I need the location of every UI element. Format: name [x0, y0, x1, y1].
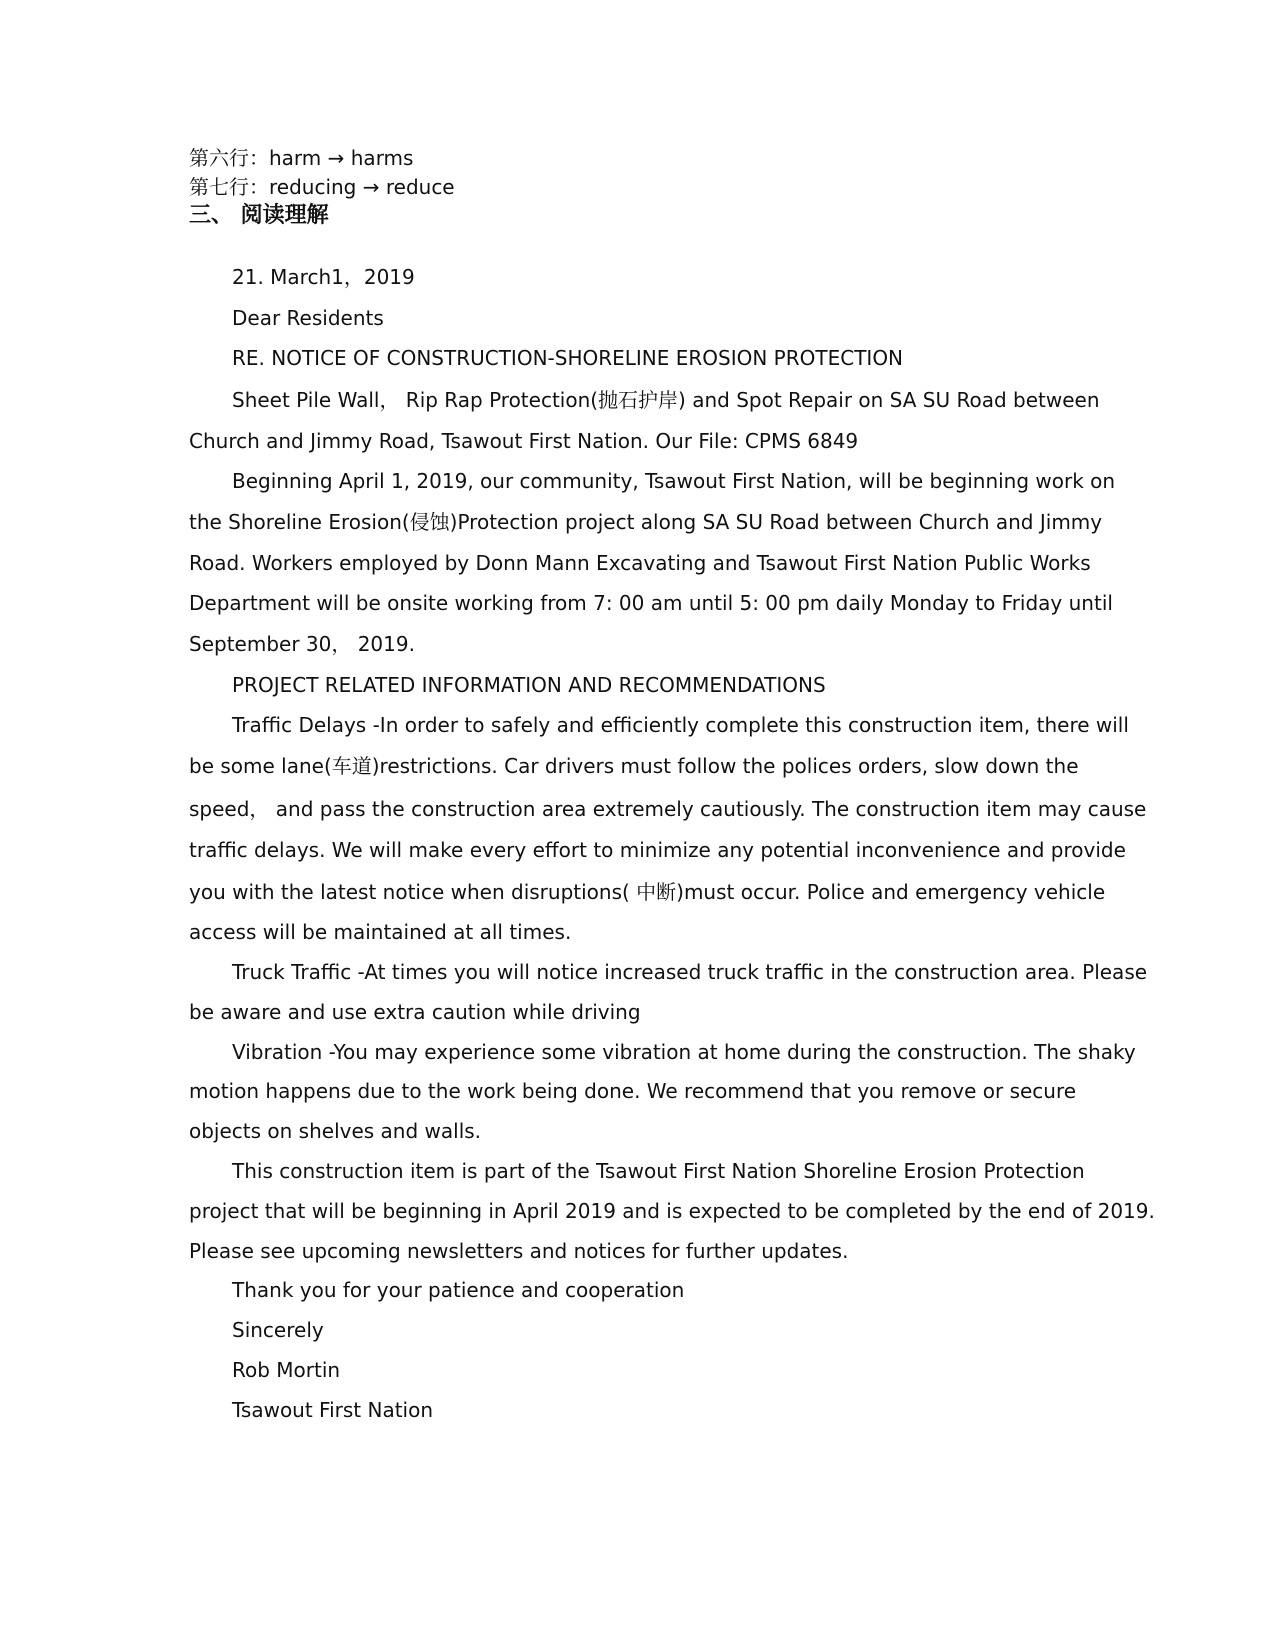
sign-off: Sincerely — [232, 1318, 324, 1342]
paragraph-line: access will be maintained at all times. — [189, 920, 572, 944]
paragraph-line: Please see upcoming newsletters and notices for further updates. — [189, 1239, 849, 1263]
letter-subject: RE. NOTICE OF CONSTRUCTION-SHORELINE EROSION PROTECTION — [232, 346, 904, 370]
paragraph-line: September 30， 2019. — [189, 632, 415, 656]
paragraph-line: traffic delays. We will make every effort to minimize any potential inconvenience and provide — [189, 838, 1126, 862]
paragraph-line: project that will be beginning in April 2019 and is expected to be completed by the end of 2019. — [189, 1199, 1155, 1223]
signer-organization: Tsawout First Nation — [232, 1398, 434, 1422]
paragraph-line: you with the latest notice when disruptions( 中断)must occur. Police and emergency vehicle — [189, 880, 1106, 904]
paragraph-line: motion happens due to the work being done. We recommend that you remove or secure — [189, 1079, 1077, 1103]
paragraph-line: Traffic Delays -In order to safely and efficiently complete this construction item, there will — [232, 713, 1129, 737]
closing-line: Thank you for your patience and cooperation — [232, 1278, 685, 1302]
correction-line-7: 第七行：reducing → reduce — [189, 175, 455, 199]
section-heading: 三、 阅读理解 — [189, 203, 329, 228]
signer-name: Rob Mortin — [232, 1358, 341, 1382]
paragraph-line: Beginning April 1, 2019, our community, Tsawout First Nation, will be beginning work on — [232, 469, 1116, 493]
correction-line-6: 第六行：harm → harms — [189, 146, 414, 170]
letter-salutation: Dear Residents — [232, 306, 384, 330]
paragraph-line: objects on shelves and walls. — [189, 1119, 482, 1143]
paragraph-line: be aware and use extra caution while driving — [189, 1000, 641, 1024]
paragraph-line: Vibration -You may experience some vibration at home during the construction. The shaky — [232, 1040, 1136, 1064]
paragraph-line: This construction item is part of the Tsawout First Nation Shoreline Erosion Protection — [232, 1159, 1085, 1183]
paragraph-line: Department will be onsite working from 7: 00 am until 5: 00 pm daily Monday to Friday until — [189, 591, 1113, 615]
paragraph-line: Sheet Pile Wall， Rip Rap Protection(抛石护岸) and Spot Repair on SA SU Road between — [232, 388, 1100, 412]
section-title: PROJECT RELATED INFORMATION AND RECOMMENDATIONS — [232, 673, 826, 697]
paragraph-line: Church and Jimmy Road, Tsawout First Nation. Our File: CPMS 6849 — [189, 429, 859, 453]
paragraph-line: Road. Workers employed by Donn Mann Excavating and Tsawout First Nation Public Works — [189, 551, 1091, 575]
paragraph-line: Truck Traffic -At times you will notice increased truck traffic in the construction area. Please — [232, 960, 1148, 984]
paragraph-line: be some lane(车道)restrictions. Car drivers must follow the polices orders, slow down the — [189, 754, 1079, 778]
letter-date: 21. March1，2019 — [232, 265, 415, 289]
paragraph-line: speed， and pass the construction area extremely cautiously. The construction item may cause — [189, 797, 1147, 821]
paragraph-line: the Shoreline Erosion(侵蚀)Protection project along SA SU Road between Church and Jimmy — [189, 510, 1103, 534]
